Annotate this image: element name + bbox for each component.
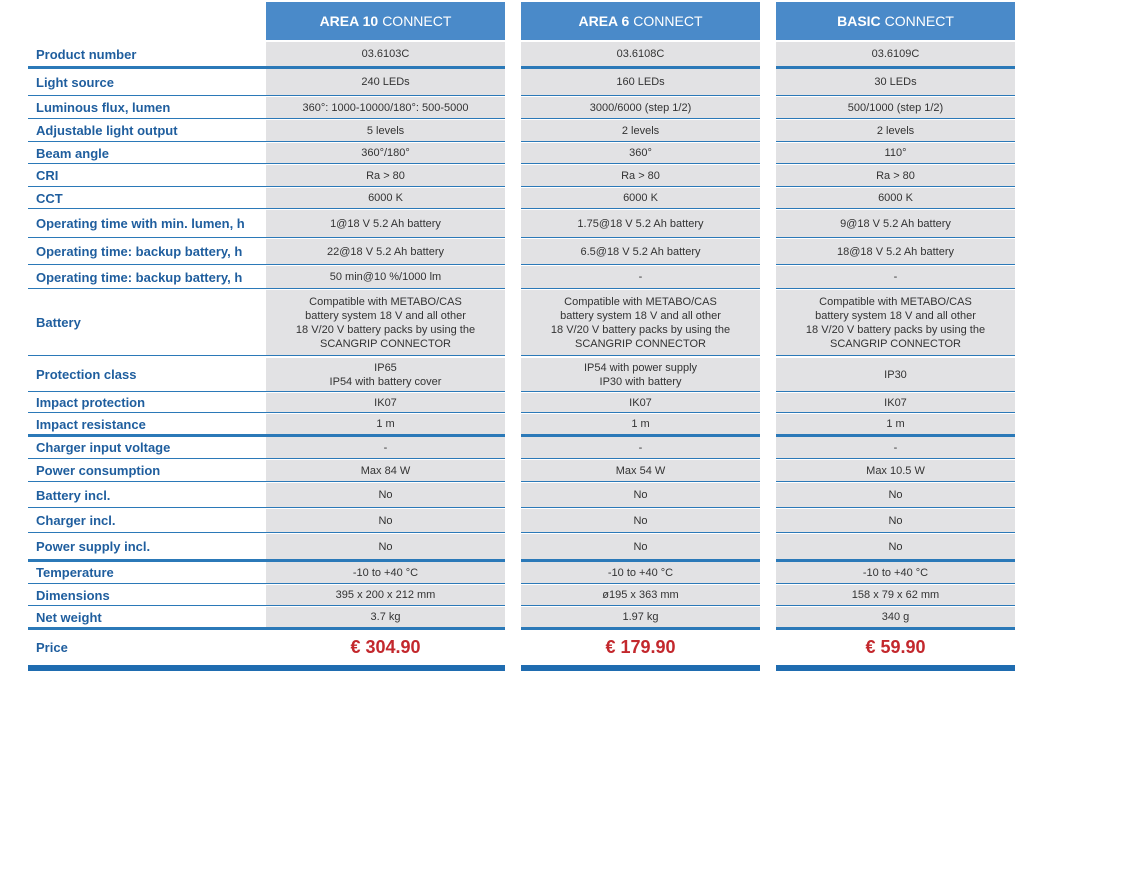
row-divider bbox=[521, 412, 760, 413]
row-divider bbox=[28, 118, 505, 119]
row-label: Impact protection bbox=[36, 395, 146, 410]
row-value: 30 LEDs bbox=[776, 69, 1015, 95]
row-divider bbox=[776, 264, 1015, 265]
row-value: 03.6103C bbox=[266, 42, 505, 66]
row-divider bbox=[521, 583, 760, 584]
row-value: 500/1000 (step 1/2) bbox=[776, 97, 1015, 118]
row-value: 160 LEDs bbox=[521, 69, 760, 95]
row-divider bbox=[776, 288, 1015, 289]
bottom-bar bbox=[521, 665, 760, 671]
row-divider bbox=[28, 95, 505, 96]
row-label: Temperature bbox=[36, 565, 114, 580]
row-divider bbox=[521, 605, 760, 606]
price-value: € 179.90 bbox=[605, 636, 676, 657]
row-value: 110° bbox=[776, 143, 1015, 163]
row-divider bbox=[28, 288, 505, 289]
row-divider bbox=[28, 208, 505, 209]
row-divider bbox=[776, 237, 1015, 238]
column-header bbox=[776, 2, 1015, 40]
row-value: 9@18 V 5.2 Ah battery bbox=[776, 210, 1015, 237]
row-value: 2 levels bbox=[521, 120, 760, 141]
row-value: IP30 bbox=[776, 358, 1015, 391]
row-label: Operating time: backup battery, h bbox=[36, 269, 243, 285]
row-value: - bbox=[776, 437, 1015, 458]
row-value: 3.7 kg bbox=[266, 607, 505, 627]
row-value: 158 x 79 x 62 mm bbox=[776, 585, 1015, 605]
column-header-suffix: CONNECT bbox=[633, 13, 703, 29]
row-divider bbox=[28, 583, 505, 584]
price-value: € 59.90 bbox=[865, 636, 926, 657]
row-divider bbox=[28, 186, 505, 187]
row-divider bbox=[28, 264, 505, 265]
row-value: 6000 K bbox=[776, 188, 1015, 208]
row-value: Max 54 W bbox=[521, 460, 760, 481]
row-value: Compatible with METABO/CAS battery system 18 V and all other 18 V/20 V battery packs by using the SCANGRIP CONNECTOR bbox=[521, 290, 760, 355]
row-divider bbox=[776, 141, 1015, 142]
row-value: Ra > 80 bbox=[521, 165, 760, 186]
row-divider bbox=[776, 186, 1015, 187]
bottom-bar bbox=[28, 665, 505, 671]
row-divider bbox=[776, 118, 1015, 119]
column-header-suffix: CONNECT bbox=[884, 13, 954, 29]
row-value: 6000 K bbox=[266, 188, 505, 208]
row-divider bbox=[28, 605, 505, 606]
row-label: Battery incl. bbox=[36, 487, 111, 503]
row-label: Protection class bbox=[36, 367, 137, 382]
row-divider bbox=[521, 481, 760, 482]
price-value: € 304.90 bbox=[350, 636, 421, 657]
column-header bbox=[266, 2, 505, 40]
row-value: ø195 x 363 mm bbox=[521, 585, 760, 605]
row-value: 3000/6000 (step 1/2) bbox=[521, 97, 760, 118]
row-value: Ra > 80 bbox=[776, 165, 1015, 186]
row-divider bbox=[776, 458, 1015, 459]
row-divider bbox=[521, 288, 760, 289]
row-label: Dimensions bbox=[36, 587, 110, 603]
row-label: Product number bbox=[36, 46, 137, 62]
row-divider bbox=[521, 391, 760, 392]
row-divider bbox=[776, 355, 1015, 356]
row-divider bbox=[28, 355, 505, 356]
row-value: No bbox=[266, 483, 505, 507]
row-divider bbox=[521, 95, 760, 96]
bottom-bar bbox=[776, 665, 1015, 671]
row-value: 2 levels bbox=[776, 120, 1015, 141]
row-divider bbox=[521, 507, 760, 508]
row-divider bbox=[521, 237, 760, 238]
row-value: Compatible with METABO/CAS battery system 18 V and all other 18 V/20 V battery packs by using the SCANGRIP CONNECTOR bbox=[266, 290, 505, 355]
row-value: 1 m bbox=[266, 414, 505, 434]
row-value: 1.75@18 V 5.2 Ah battery bbox=[521, 210, 760, 237]
row-value: - bbox=[266, 437, 505, 458]
price-label: Price bbox=[36, 639, 68, 655]
row-value: 22@18 V 5.2 Ah battery bbox=[266, 239, 505, 264]
row-divider bbox=[28, 141, 505, 142]
row-value: 395 x 200 x 212 mm bbox=[266, 585, 505, 605]
column-header bbox=[521, 2, 760, 40]
row-label: Operating time: backup battery, h bbox=[36, 244, 243, 259]
row-value: No bbox=[266, 534, 505, 559]
row-divider bbox=[776, 208, 1015, 209]
row-label: Power supply incl. bbox=[36, 539, 151, 554]
row-value: - bbox=[776, 266, 1015, 288]
row-divider bbox=[28, 507, 505, 508]
row-value: Compatible with METABO/CAS battery system 18 V and all other 18 V/20 V battery packs by using the SCANGRIP CONNECTOR bbox=[776, 290, 1015, 355]
row-divider bbox=[521, 118, 760, 119]
row-divider bbox=[776, 95, 1015, 96]
row-value: No bbox=[776, 483, 1015, 507]
row-divider bbox=[28, 481, 505, 482]
column-header-name: AREA 10 bbox=[319, 13, 379, 29]
column-header-name: AREA 6 bbox=[578, 13, 630, 29]
row-value: No bbox=[266, 509, 505, 532]
row-divider bbox=[521, 186, 760, 187]
row-label: Power consumption bbox=[36, 463, 161, 478]
row-value: 6.5@18 V 5.2 Ah battery bbox=[521, 239, 760, 264]
row-divider bbox=[776, 481, 1015, 482]
row-value: No bbox=[521, 483, 760, 507]
row-divider bbox=[521, 355, 760, 356]
row-value: 03.6109C bbox=[776, 42, 1015, 66]
row-value: No bbox=[521, 534, 760, 559]
row-value: IK07 bbox=[266, 393, 505, 412]
row-value: 360°/180° bbox=[266, 143, 505, 163]
row-divider bbox=[521, 458, 760, 459]
row-divider bbox=[776, 163, 1015, 164]
row-value: - bbox=[521, 437, 760, 458]
row-value: No bbox=[521, 509, 760, 532]
row-divider bbox=[776, 605, 1015, 606]
column-header-suffix: CONNECT bbox=[382, 13, 452, 29]
row-divider bbox=[28, 391, 505, 392]
row-value: 1 m bbox=[776, 414, 1015, 434]
row-value: IP65 IP54 with battery cover bbox=[266, 358, 505, 391]
row-divider bbox=[521, 264, 760, 265]
row-label: Charger input voltage bbox=[36, 440, 171, 455]
row-value: 50 min@10 %/1000 lm bbox=[266, 266, 505, 288]
row-label: Impact resistance bbox=[36, 416, 146, 432]
row-value: 1@18 V 5.2 Ah battery bbox=[266, 210, 505, 237]
row-divider bbox=[776, 507, 1015, 508]
row-label: Charger incl. bbox=[36, 513, 116, 528]
row-value: Max 84 W bbox=[266, 460, 505, 481]
row-value: 03.6108C bbox=[521, 42, 760, 66]
row-divider bbox=[776, 583, 1015, 584]
row-value: 360°: 1000-10000/180°: 500-5000 bbox=[266, 97, 505, 118]
row-value: 18@18 V 5.2 Ah battery bbox=[776, 239, 1015, 264]
row-value: - bbox=[521, 266, 760, 288]
row-value: 1 m bbox=[521, 414, 760, 434]
row-value: 1.97 kg bbox=[521, 607, 760, 627]
row-divider bbox=[28, 412, 505, 413]
row-value: 240 LEDs bbox=[266, 69, 505, 95]
row-divider bbox=[776, 391, 1015, 392]
row-value: 5 levels bbox=[266, 120, 505, 141]
row-label: CRI bbox=[36, 168, 59, 183]
row-value: -10 to +40 °C bbox=[521, 562, 760, 583]
row-value: IK07 bbox=[521, 393, 760, 412]
row-value: -10 to +40 °C bbox=[776, 562, 1015, 583]
row-value: 340 g bbox=[776, 607, 1015, 627]
row-divider bbox=[776, 532, 1015, 533]
row-value: Max 10.5 W bbox=[776, 460, 1015, 481]
row-divider bbox=[521, 141, 760, 142]
row-value: 6000 K bbox=[521, 188, 760, 208]
row-value: No bbox=[776, 534, 1015, 559]
row-label: CCT bbox=[36, 190, 63, 206]
row-label: Luminous flux, lumen bbox=[36, 100, 171, 115]
row-divider bbox=[28, 458, 505, 459]
row-label: Operating time with min. lumen, h bbox=[36, 216, 245, 231]
row-divider bbox=[521, 163, 760, 164]
row-divider bbox=[28, 532, 505, 533]
row-label: Beam angle bbox=[36, 145, 109, 161]
row-value: No bbox=[776, 509, 1015, 532]
row-label: Battery bbox=[36, 315, 81, 330]
row-divider bbox=[521, 532, 760, 533]
row-divider bbox=[28, 237, 505, 238]
row-label: Adjustable light output bbox=[36, 123, 178, 138]
row-label: Net weight bbox=[36, 609, 102, 625]
row-value: Ra > 80 bbox=[266, 165, 505, 186]
row-divider bbox=[776, 412, 1015, 413]
row-value: -10 to +40 °C bbox=[266, 562, 505, 583]
row-value: IP54 with power supply IP30 with battery bbox=[521, 358, 760, 391]
row-divider bbox=[521, 208, 760, 209]
row-label: Light source bbox=[36, 74, 115, 90]
row-divider bbox=[28, 163, 505, 164]
column-header-name: BASIC bbox=[837, 13, 881, 29]
row-value: 360° bbox=[521, 143, 760, 163]
row-value: IK07 bbox=[776, 393, 1015, 412]
